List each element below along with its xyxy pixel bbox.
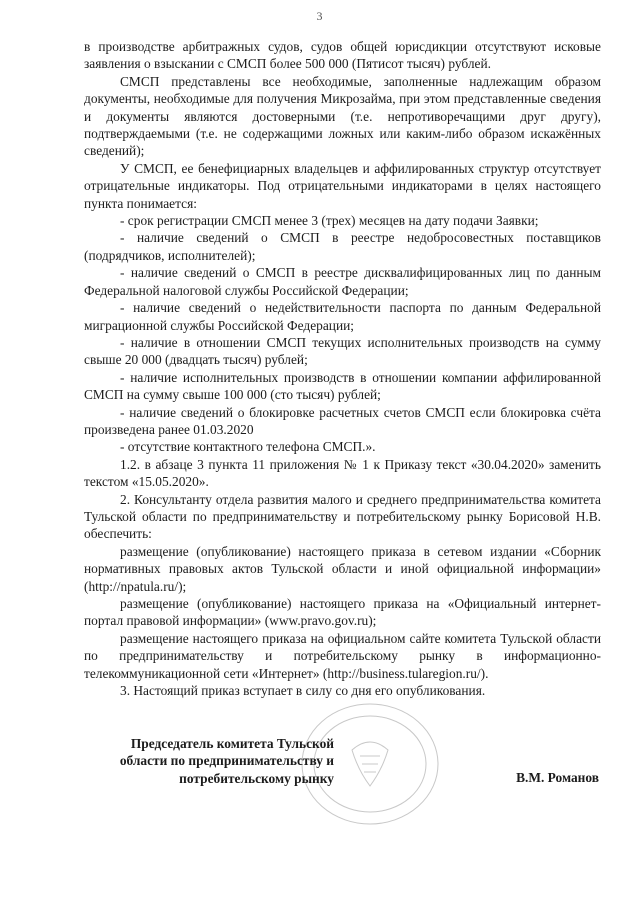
body-paragraph: - наличие исполнительных производств в отношении компании аффилированной СМСП на сумму свыше 100 000 (сто тысяч) рублей; bbox=[84, 369, 601, 403]
body-paragraph: размещение настоящего приказа на официальном сайте комитета Тульской области по предпринимательству и потребительскому рынку в информационно-телекоммуникационной сети «Интернет» (http://business.tularegion.ru/). bbox=[84, 630, 601, 681]
page-number: 3 bbox=[316, 9, 323, 23]
body-paragraph: в производстве арбитражных судов, судов общей юрисдикции отсутствуют исковые заявления о взыскании с СМСП более 500 000 (Пятисот тысяч) рублей. bbox=[84, 39, 601, 72]
body-paragraph: - наличие в отношении СМСП текущих исполнительных производств на сумму свыше 20 000 (двадцать тысяч) рублей; bbox=[84, 334, 601, 368]
body-paragraph: - наличие сведений о блокировке расчетных счетов СМСП если блокировка счёта произведена ранее 01.03.2020 bbox=[84, 404, 601, 437]
body-paragraph: - срок регистрации СМСП менее 3 (трех) месяцев на дату подачи Заявки; bbox=[120, 213, 539, 229]
body-paragraph: 3. Настоящий приказ вступает в силу со дня его опубликования. bbox=[120, 683, 486, 699]
body-paragraph: 1.2. в абзаце 3 пункта 11 приложения № 1 к Приказу текст «30.04.2020» заменить текстом «15.05.2020». bbox=[84, 456, 601, 490]
body-paragraph: У СМСП, ее бенефициарных владельцев и аффилированных структур отсутствует отрицательные индикаторы. Под отрицательными индикаторами в целях настоящего пункта понимается: bbox=[84, 160, 601, 211]
body-paragraph: размещение (опубликование) настоящего приказа на «Официальный интернет-портал правовой информации» (www.pravo.gov.ru); bbox=[84, 596, 601, 629]
signatory-title-line: Председатель комитета Тульской bbox=[130, 736, 334, 751]
document-body bbox=[84, 38, 601, 699]
body-paragraph: - наличие сведений о недействительности паспорта по данным Федеральной миграционной службы Российской Федерации; bbox=[84, 300, 601, 333]
signatory-name: В.М. Романов bbox=[516, 770, 599, 785]
body-paragraph: 2. Консультанту отдела развития малого и среднего предпринимательства комитета Тульской области по предпринимательству и потребительскому рынку Борисовой Н.В. обеспечить: bbox=[84, 491, 601, 542]
signatory-title bbox=[84, 735, 334, 787]
body-paragraph: - наличие сведений о СМСП в реестре дисквалифицированных лиц по данным Федеральной налоговой службы Российской Федерации; bbox=[84, 265, 601, 298]
body-paragraph: - наличие сведений о СМСП в реестре недобросовестных поставщиков (подрядчиков, исполнителей); bbox=[84, 230, 601, 263]
body-paragraph: - отсутствие контактного телефона СМСП.». bbox=[120, 439, 376, 455]
body-paragraph: СМСП представлены все необходимые, заполненные надлежащим образом документы, необходимые для получения Микрозайма, при этом представленные сведения и документы являются достоверными (т.е. непротиворечащими друг другу), подтверждаемыми (т.е. не содержащими ложных или каким-либо образом искажённых сведений); bbox=[84, 73, 601, 159]
signatory-title-line: области по предпринимательству и bbox=[119, 753, 334, 769]
signatory-title-line: потребительскому рынку bbox=[179, 770, 334, 786]
body-paragraph: размещение (опубликование) настоящего приказа в сетевом издании «Сборник нормативных правовых актов Тульской области и иной официальной информации» (http://npatula.ru/); bbox=[84, 543, 601, 594]
